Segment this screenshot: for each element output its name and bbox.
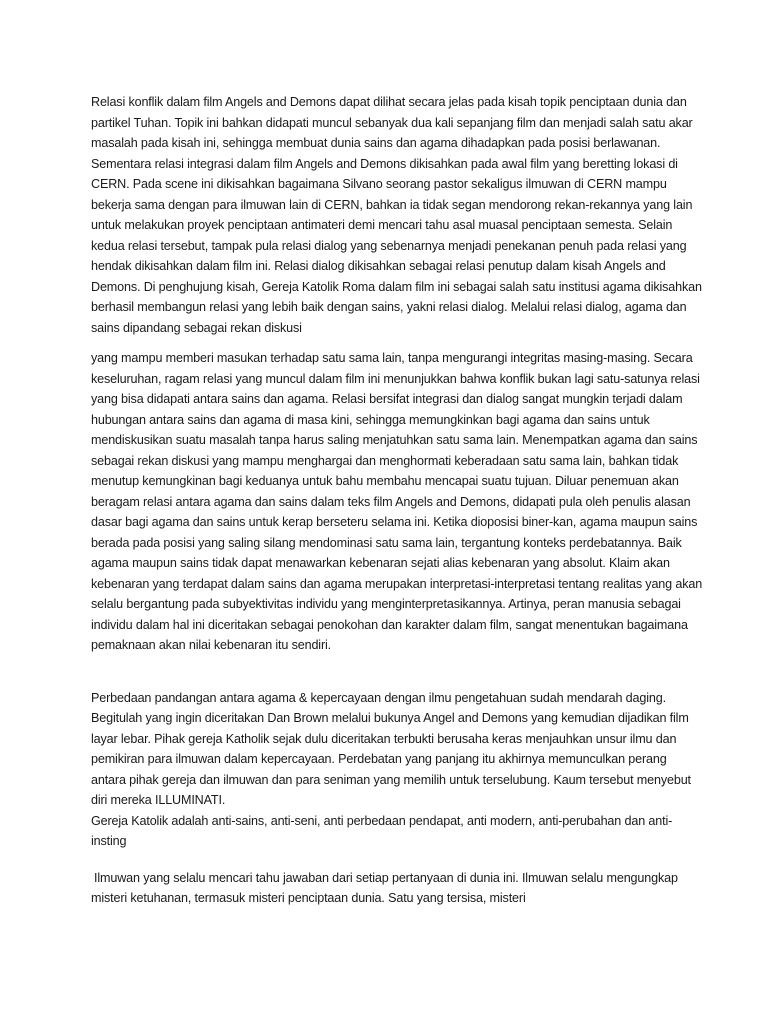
paragraph-gereja-katolik: Gereja Katolik adalah anti-sains, anti-seni, anti perbedaan pendapat, anti modern, anti-perubahan dan anti-insting <box>91 813 673 848</box>
paragraph-ilmuwan: Ilmuwan yang selalu mencari tahu jawaban dari setiap pertanyaan di dunia ini. Ilmuwan selalu mengungkap misteri ketuhanan, termasuk misteri penciptaan dunia. Satu yang tersisa, misteri <box>91 870 678 905</box>
paragraph-relasi-konflik: Relasi konflik dalam film Angels and Demons dapat dilihat secara jelas pada kisah topik penciptaan dunia dan partikel Tuhan. Topik ini bahkan didapati muncul sebanyak dua kali sepanjang film dan menjadi salah satu akar masalah pada kisah ini, sehingga membuat dunia sains dan agama dihadapkan pada posisi berlawanan. Sementara relasi integrasi dalam film Angels and Demons dikisahkan pada awal film yang beretting lokasi di CERN. Pada scene ini dikisahkan bagaimana Silvano seorang pastor sekaligus ilmuwan di CERN mampu bekerja sama dengan para ilmuwan lain di CERN, bahkan ia tidak segan mendorong rekan-rekannya yang lain untuk melakukan proyek penciptaan antimateri demi mencari tahu asal muasal penciptaan semesta. Selain kedua relasi tersebut, tampak pula relasi dialog yang sebenarnya menjadi penekanan penuh pada relasi yang hendak dikisahkan dalam film ini. Relasi dialog dikisahkan sebagai relasi penutup dalam kisah Angels and Demons. Di penghujung kisah, Gereja Katolik Roma dalam film ini sebagai salah satu institusi agama dikisahkan berhasil membangun relasi yang lebih baik dengan sains, yakni relasi dialog. Melalui relasi dialog, agama dan sains dipandang sebagai rekan diskusi <box>91 95 702 335</box>
paragraph-perbedaan-pandangan: Perbedaan pandangan antara agama & kepercayaan dengan ilmu pengetahuan sudah mendarah daging. Begitulah yang ingin diceritakan Dan Brown melalui bukunya Angel and Demons yang kemudian dijadikan film layar lebar. Pihak gereja Katholik sejak dulu diceritakan terbukti berusaha keras menjauhkan unsur ilmu dan pemikiran para ilmuwan dalam kepercayaan. Perdebatan yang panjang itu akhirnya memunculkan perang antara pihak gereja dan ilmuwan dan para seniman yang memilih untuk terselubung. Kaum tersebut menyebut diri mereka ILLUMINATI. <box>91 690 691 807</box>
paragraph-relasi-dialog: yang mampu memberi masukan terhadap satu sama lain, tanpa mengurangi integritas masing-masing. Secara keseluruhan, ragam relasi yang muncul dalam film ini menunjukkan bahwa konflik bukan lagi satu-satunya relasi yang bisa didapati antara sains dan agama. Relasi bersifat integrasi dan dialog sangat mungkin terjadi dalam hubungan antara sains dan agama di masa kini, sehingga memungkinkan bagi agama dan sains untuk mendiskusikan suatu masalah tanpa harus saling menjatuhkan satu sama lain. Menempatkan agama dan sains sebagai rekan diskusi yang mampu menghargai dan menghormati keberadaan satu sama lain, bahkan tidak menutup kemungkinan bagi keduanya untuk bahu membahu mencapai suatu tujuan. Diluar penemuan akan beragam relasi antara agama dan sains dalam teks film Angels and Demons, didapati pula oleh penulis alasan dasar bagi agama dan sains untuk kerap berseteru selama ini. Ketika dioposisi biner-kan, agama maupun sains berada pada posisi yang saling silang mendominasi satu sama lain, tergantung konteks perdebatannya. Baik agama maupun sains tidak dapat menawarkan kebenaran sejati alias kebenaran yang absolut. Klaim akan kebenaran yang terdapat dalam sains dan agama merupakan interpretasi-interpretasi tentang realitas yang akan selalu bergantung pada subyektivitas individu yang menginterpretasikannya. Artinya, peran manusia sebagai individu dalam hal ini diceritakan sebagai penokohan dan karakter dalam film, sangat menentukan bagaimana pemaknaan akan nilai kebenaran itu sendiri. <box>91 351 703 652</box>
document-body <box>91 92 703 909</box>
